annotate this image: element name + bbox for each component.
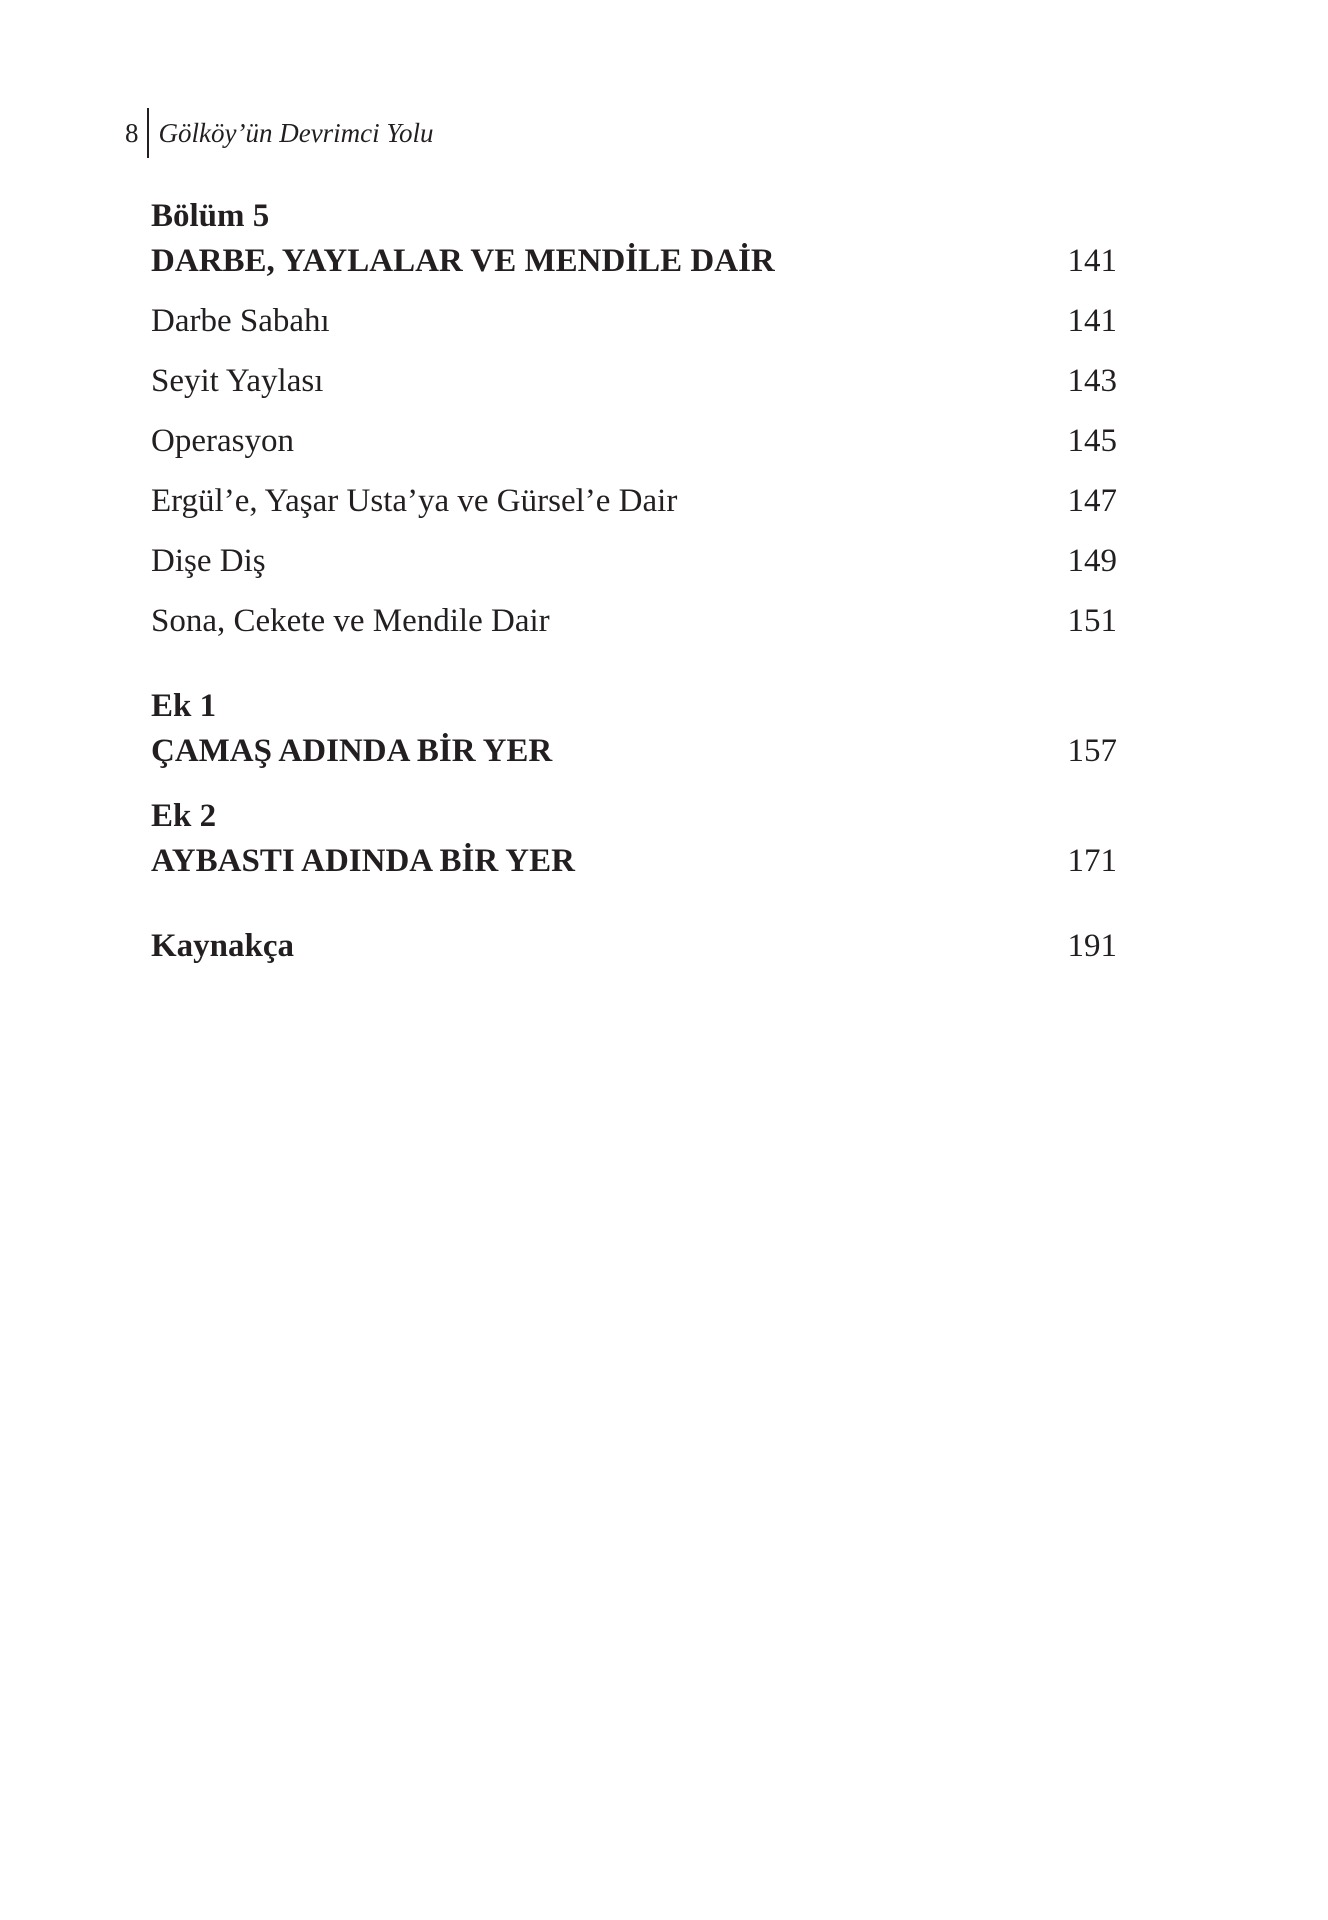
appendix-label [151, 800, 1117, 833]
book-title: Gölköy’ün Devrimci Yolu [158, 117, 434, 148]
toc-entry-title: Darbe Sabahı [151, 303, 330, 339]
appendix-1-label: Ek 1 [151, 688, 217, 724]
toc-row [151, 425, 1117, 458]
bibliography-title: Kaynakça [151, 928, 295, 964]
toc-entry-title: Sona, Cekete ve Mendile Dair [151, 603, 550, 639]
appendix-2-title: AYBASTI ADINDA BİR YER [151, 843, 575, 879]
page-number: 8 [125, 117, 139, 148]
toc-entry-title: Dişe Diş [151, 543, 266, 579]
toc-row [151, 545, 1117, 578]
appendix-1-page: 157 [1067, 733, 1117, 769]
toc-entry-page: 143 [1067, 363, 1117, 399]
appendix-2-label: Ek 2 [151, 798, 217, 834]
appendix-2-page: 171 [1067, 843, 1117, 879]
toc-row [151, 485, 1117, 518]
section-5-page: 141 [1067, 243, 1117, 279]
toc-row [151, 845, 1117, 878]
toc-entry-page: 141 [1067, 303, 1117, 339]
running-head [125, 108, 433, 158]
toc-row [151, 930, 1117, 963]
appendix-label [151, 690, 1117, 723]
toc-row [151, 735, 1117, 768]
toc-row [151, 365, 1117, 398]
toc-row [151, 605, 1117, 638]
toc-entry-page: 145 [1067, 423, 1117, 459]
toc-entry-page: 147 [1067, 483, 1117, 519]
section-5-label: Bölüm 5 [151, 198, 270, 234]
section-label [151, 200, 1117, 233]
toc-entry-title: Seyit Yaylası [151, 363, 324, 399]
bibliography-page: 191 [1067, 928, 1117, 964]
section-5-title: DARBE, YAYLALAR VE MENDİLE DAİR [151, 243, 775, 279]
appendix-1-title: ÇAMAŞ ADINDA BİR YER [151, 733, 553, 769]
toc-entry-title: Ergül’e, Yaşar Usta’ya ve Gürsel’e Dair [151, 483, 678, 519]
toc-entry-page: 151 [1067, 603, 1117, 639]
toc-entry-title: Operasyon [151, 423, 294, 459]
toc-row [151, 305, 1117, 338]
toc-entry-page: 149 [1067, 543, 1117, 579]
toc-row [151, 245, 1117, 278]
